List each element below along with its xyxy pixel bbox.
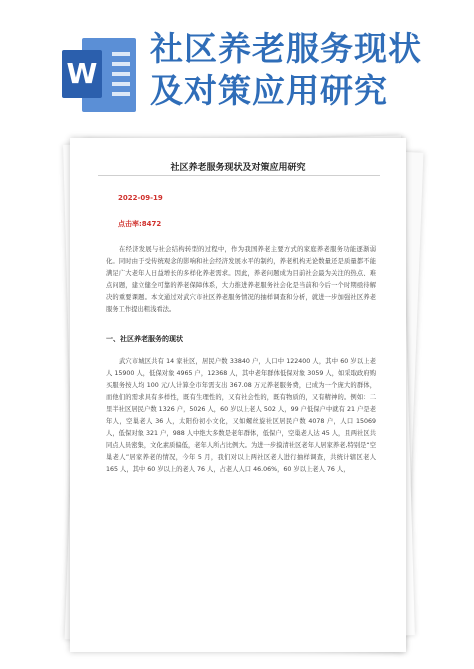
banner-title xyxy=(150,28,450,112)
click-count: 点击率:8472 xyxy=(118,220,162,228)
word-icon-letter: W xyxy=(62,50,102,98)
intro-paragraph: 在经济发展与社会结构转型的过程中，作为我国养老主要方式的家庭养老服务功能逐渐弱化。同时由于受传统观念的影响和社会经济发展水平的制约，养老机构无论数量还是质量都不能满足广大老年人日益增长的多样化养老需求。因此，养老问题成为目前社会最为关注的热点、难点问题，建立健全可靠的养老保障体系，大力推进养老服务社会化是当前和今后一个时期亟待解决的重要课题。本文通过对武穴市社区养老服务情况的抽样调查和分析，就进一步加强社区养老服务工作提出粗浅看法。 xyxy=(106,246,376,313)
document-title: 社区养老服务现状及对策应用研究 xyxy=(170,163,306,173)
publish-date: 2022-09-19 xyxy=(118,194,163,202)
word-icon-line xyxy=(112,62,130,66)
section-paragraph: 武穴市城区共有 14 家社区，居民户数 33840 户，人口中 122400 人，其中 60 岁以上老人 15900 人，低保对象 4965 户，12368 人，其中老年群体低保对象 3059 人，如采取政府购买服务按人均 100 元/人计算全市年需支出 367.08 万元养老服务费，已成为一个庞大的群体，而他们的需求具有多样性，既有生理性的，又有社会性的，既有物质的，又有精神的。例如：二里半社区居民户数 1326 户，5026 人，60 岁以上老人 502 人，99 户低保户中就有 21 户是老年人，空巢老人 36 人，太阳份初小文化，又如螺丝旋社区居民户数 4078 户，人口 15069 人，低保对象 321 户，988 人中绝大多数是老年群体，低保户，空巢老人达 45 人，且两社区共同点人员密集，文化素质偏低，老年人所占比例大。为进一步摸清社区老年人居家养老,特别是“空巢老人”居家养老的情况，今年 5 月，我们对以上两社区老人进行抽样调查，共统计辖区老人 165 人，其中 60 岁以上的老人 76 人，占老人人口 46.06%，60 岁以上老人 76 人， xyxy=(106,358,376,473)
word-icon-line xyxy=(112,72,130,76)
word-icon-line xyxy=(112,82,130,86)
banner-title-line1: 社区养老服务现状 xyxy=(150,29,422,68)
word-icon-line xyxy=(112,52,130,56)
document-page xyxy=(70,138,406,652)
banner-title-line2: 及对策应用研究 xyxy=(150,71,388,110)
word-document-icon xyxy=(62,38,136,112)
section-heading: 一、社区养老服务的现状 xyxy=(106,335,183,343)
title-divider xyxy=(98,175,380,176)
word-icon-line xyxy=(112,92,130,96)
header-banner xyxy=(0,0,474,125)
